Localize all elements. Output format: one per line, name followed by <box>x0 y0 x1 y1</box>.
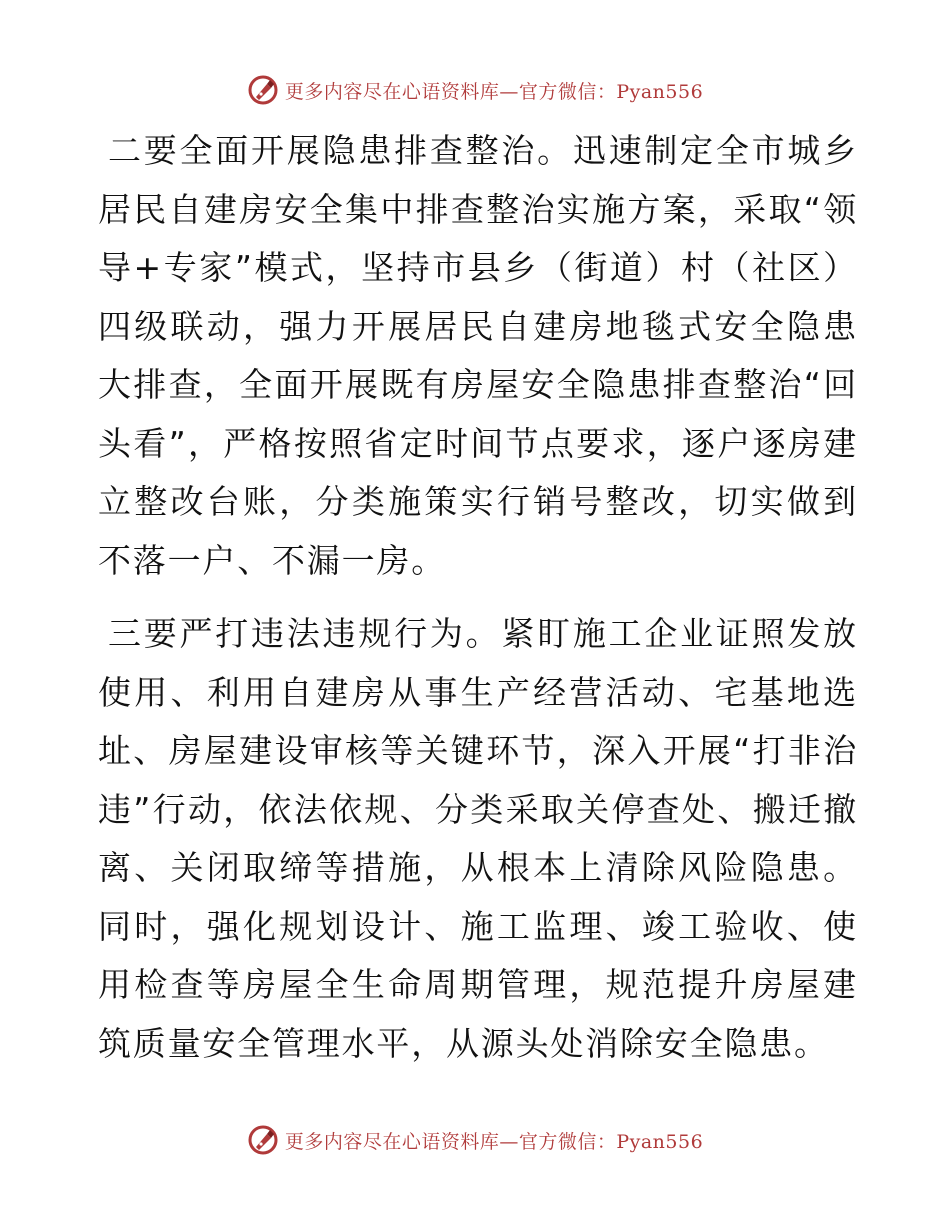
pen-nib-logo-icon <box>247 1124 279 1156</box>
header-watermark <box>0 70 950 110</box>
header-watermark-text: 更多内容尽在心语资料库—官方微信：Pyan556 <box>284 80 704 103</box>
paragraph-enforcement: 三要严打违法违规行为。紧盯施工企业证照发放使用、利用自建房从事生产经营活动、宅基地选址、房屋建设审核等关键环节，深入开展“打非治违”行动，依法依规、分类采取关停查处、搬迁撤离、关闭取缔等措施，从根本上清除风险隐患。同时，强化规划设计、施工监理、竣工验收、使用检查等房屋全生命周期管理，规范提升房屋建筑质量安全管理水平，从源头处消除安全隐患。 <box>98 614 858 1063</box>
paragraph-inspection: 二要全面开展隐患排查整治。迅速制定全市城乡居民自建房安全集中排查整治实施方案，采取“领导+专家”模式，坚持市县乡（街道）村（社区）四级联动，强力开展居民自建房地毯式安全隐患大排查，全面开展既有房屋安全隐患排查整治“回头看”，严格按照省定时间节点要求，逐户逐房建立整改台账，分类施策实行销号整改，切实做到不落一户、不漏一房。 <box>98 131 858 580</box>
pen-nib-logo-icon <box>247 74 279 106</box>
document-body <box>98 122 858 1073</box>
footer-watermark-text: 更多内容尽在心语资料库—官方微信：Pyan556 <box>284 1130 704 1153</box>
footer-watermark <box>0 1120 950 1160</box>
